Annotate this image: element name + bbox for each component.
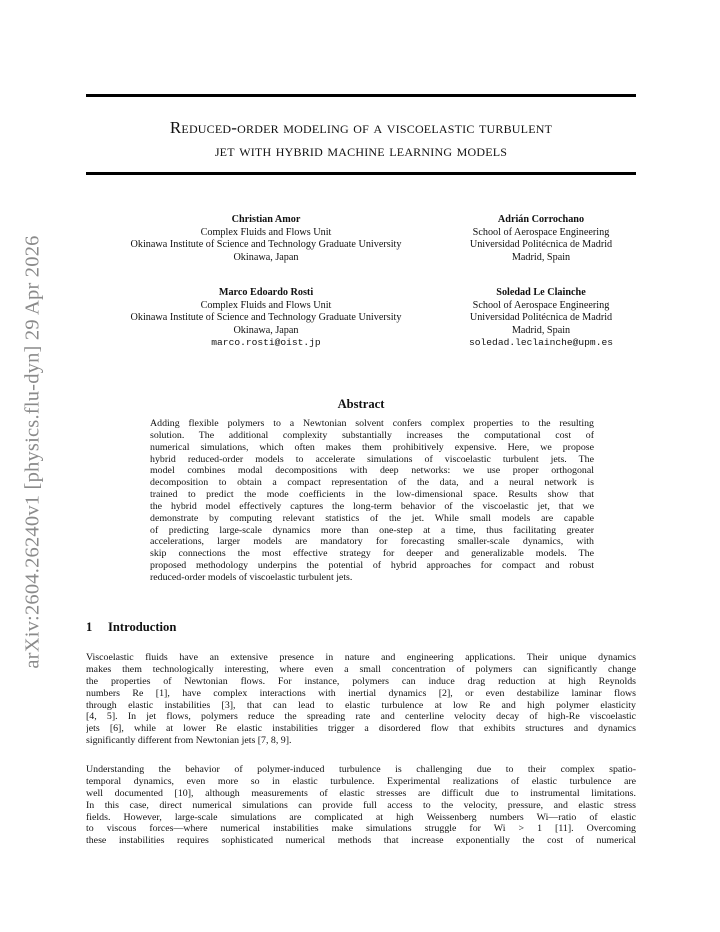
author-affiliation-line: Universidad Politécnica de Madrid	[469, 239, 613, 251]
title-line-2: jet with hybrid machine learning models	[214, 141, 508, 160]
author-name: Soledad Le Clainche	[496, 287, 586, 298]
text-line: decomposition to obtain a compact representation of the data, and a neural network is	[150, 477, 594, 489]
author-affiliation-line: Complex Fluids and Flows Unit	[200, 226, 332, 238]
text-line: jets [6], while at lower Re elastic instabilities trigger a disordered flow that exhibits structures and dynamics	[86, 723, 636, 735]
author-affiliation-line: Universidad Politécnica de Madrid	[469, 312, 613, 324]
text-line: reduced-order models of viscoelastic turbulent jets.	[150, 571, 353, 583]
paper-title	[86, 116, 636, 162]
text-line: well documented [10], although measurements of elastic stresses are difficult due to instrumental limitations.	[86, 787, 636, 799]
author-affiliation-line: School of Aerospace Engineering	[472, 226, 610, 238]
text-line: In this case, direct numerical simulations can provide full access to the velocity, pressure, and elastic stress	[86, 799, 636, 811]
author-affiliation-line: School of Aerospace Engineering	[472, 299, 610, 311]
text-line: solution. The additional complexity substantially increases the computational cost of	[150, 429, 594, 441]
author-affiliation-line: Okinawa, Japan	[233, 324, 299, 336]
author-affiliation-line: Okinawa, Japan	[233, 251, 299, 263]
text-line: the properties of Newtonian flows. For instance, polymers can induce drag reduction at high Reynolds	[86, 675, 636, 687]
text-line: [4, 5]. In jet flows, polymers reduce the spreading rate and centerline velocity decay of high-Re viscoelastic	[86, 711, 636, 723]
text-line: temporal dynamics, even more so in elastic turbulence. Experimental realizations of elastic turbulence are	[86, 775, 636, 787]
author-name: Christian Amor	[231, 214, 301, 225]
text-line: to viscous forces—where numerical instabilities make simulations struggle for Wi > 1 [11]. Overcoming	[86, 823, 636, 835]
text-line: through elastic instabilities [3], that can lead to elastic turbulence at low Re and high polymer elasticity	[86, 699, 636, 711]
text-line: proposed methodology underpins the potential of hybrid approaches for compact and robust	[150, 560, 594, 572]
author-affiliation-line: Madrid, Spain	[511, 251, 571, 263]
author-name: Marco Edoardo Rosti	[218, 287, 314, 298]
text-line: the hybrid model effectively captures the long-term behavior of the viscoelastic jet, that we	[150, 500, 594, 512]
abstract-body	[150, 418, 594, 584]
author-affiliation-line: Okinawa Institute of Science and Technology Graduate University	[130, 312, 402, 324]
text-line: trained to predict the mode coefficients in the low-dimensional space. Results show that	[150, 489, 594, 501]
author-email-link[interactable]: soledad.leclainche@upm.es	[469, 337, 613, 349]
text-line: accelerations, larger models are mandatory for forecasting smaller-scale dynamics, with	[150, 536, 594, 548]
text-line: fields. However, large-scale simulations are complicated at high Weissenberg numbers Wi—ratio of elastic	[86, 811, 636, 823]
author-name: Adrián Corrochano	[497, 214, 585, 225]
text-line: skip connections the most effective strategy for deeper and generalizable models. The	[150, 548, 594, 560]
author-affiliation-line: Complex Fluids and Flows Unit	[200, 299, 332, 311]
text-line: makes them technologically interesting, where even a small concentration of polymers can significantly change	[86, 663, 636, 675]
intro-paragraph-2	[86, 764, 636, 847]
section-title: Introduction	[108, 620, 177, 634]
text-line: Adding flexible polymers to a Newtonian solvent confers complex properties to the resulting	[150, 418, 594, 429]
author-block-rosti	[86, 287, 446, 350]
author-email-link[interactable]: marco.rosti@oist.jp	[211, 337, 321, 349]
text-line: demonstrate by computing relevant statistics of the jet. While small models are capable	[150, 512, 594, 524]
text-line: Understanding the behavior of polymer-induced turbulence is challenging due to their complex spatio-	[86, 764, 636, 775]
title-top-rule	[86, 94, 636, 97]
author-block-amor	[86, 214, 446, 264]
text-line: numbers Re [1], have complex interactions with inertial dynamics [2], or even destabilize laminar flows	[86, 687, 636, 699]
section-heading-introduction	[86, 620, 176, 635]
arxiv-identifier-text: arXiv:2604.26240v1 [physics.flu-dyn] 29 Apr 2026	[21, 235, 44, 669]
abstract-heading: Abstract	[337, 397, 385, 411]
text-line: numerical simulations, which often makes them prohibitively expensive. Here, we propose	[150, 441, 594, 453]
intro-paragraph-1	[86, 652, 636, 747]
section-number: 1	[86, 620, 93, 634]
author-block-leclainche	[446, 287, 636, 350]
text-line: these instabilities requires sophisticated numerical methods that increase exponentially the cost of numerical	[86, 835, 636, 847]
text-line: hybrid reduced-order models to accelerate simulations of viscoelastic turbulent jets. The	[150, 453, 594, 465]
text-line: Viscoelastic fluids have an extensive presence in nature and engineering applications. Their unique dynamics	[86, 652, 636, 663]
text-line: model combines modal decompositions with deep networks: we use proper orthogonal	[150, 465, 594, 477]
text-line: significantly different from Newtonian jets [7, 8, 9].	[86, 735, 292, 747]
author-affiliation-line: Okinawa Institute of Science and Technology Graduate University	[130, 239, 402, 251]
title-bottom-rule	[86, 172, 636, 175]
text-line: of predicting large-scale dynamics more than one-step at a time, thus facilitating greater	[150, 524, 594, 536]
title-line-1: Reduced-order modeling of a viscoelastic turbulent	[169, 118, 553, 137]
author-block-corrochano	[446, 214, 636, 264]
author-affiliation-line: Madrid, Spain	[511, 324, 571, 336]
